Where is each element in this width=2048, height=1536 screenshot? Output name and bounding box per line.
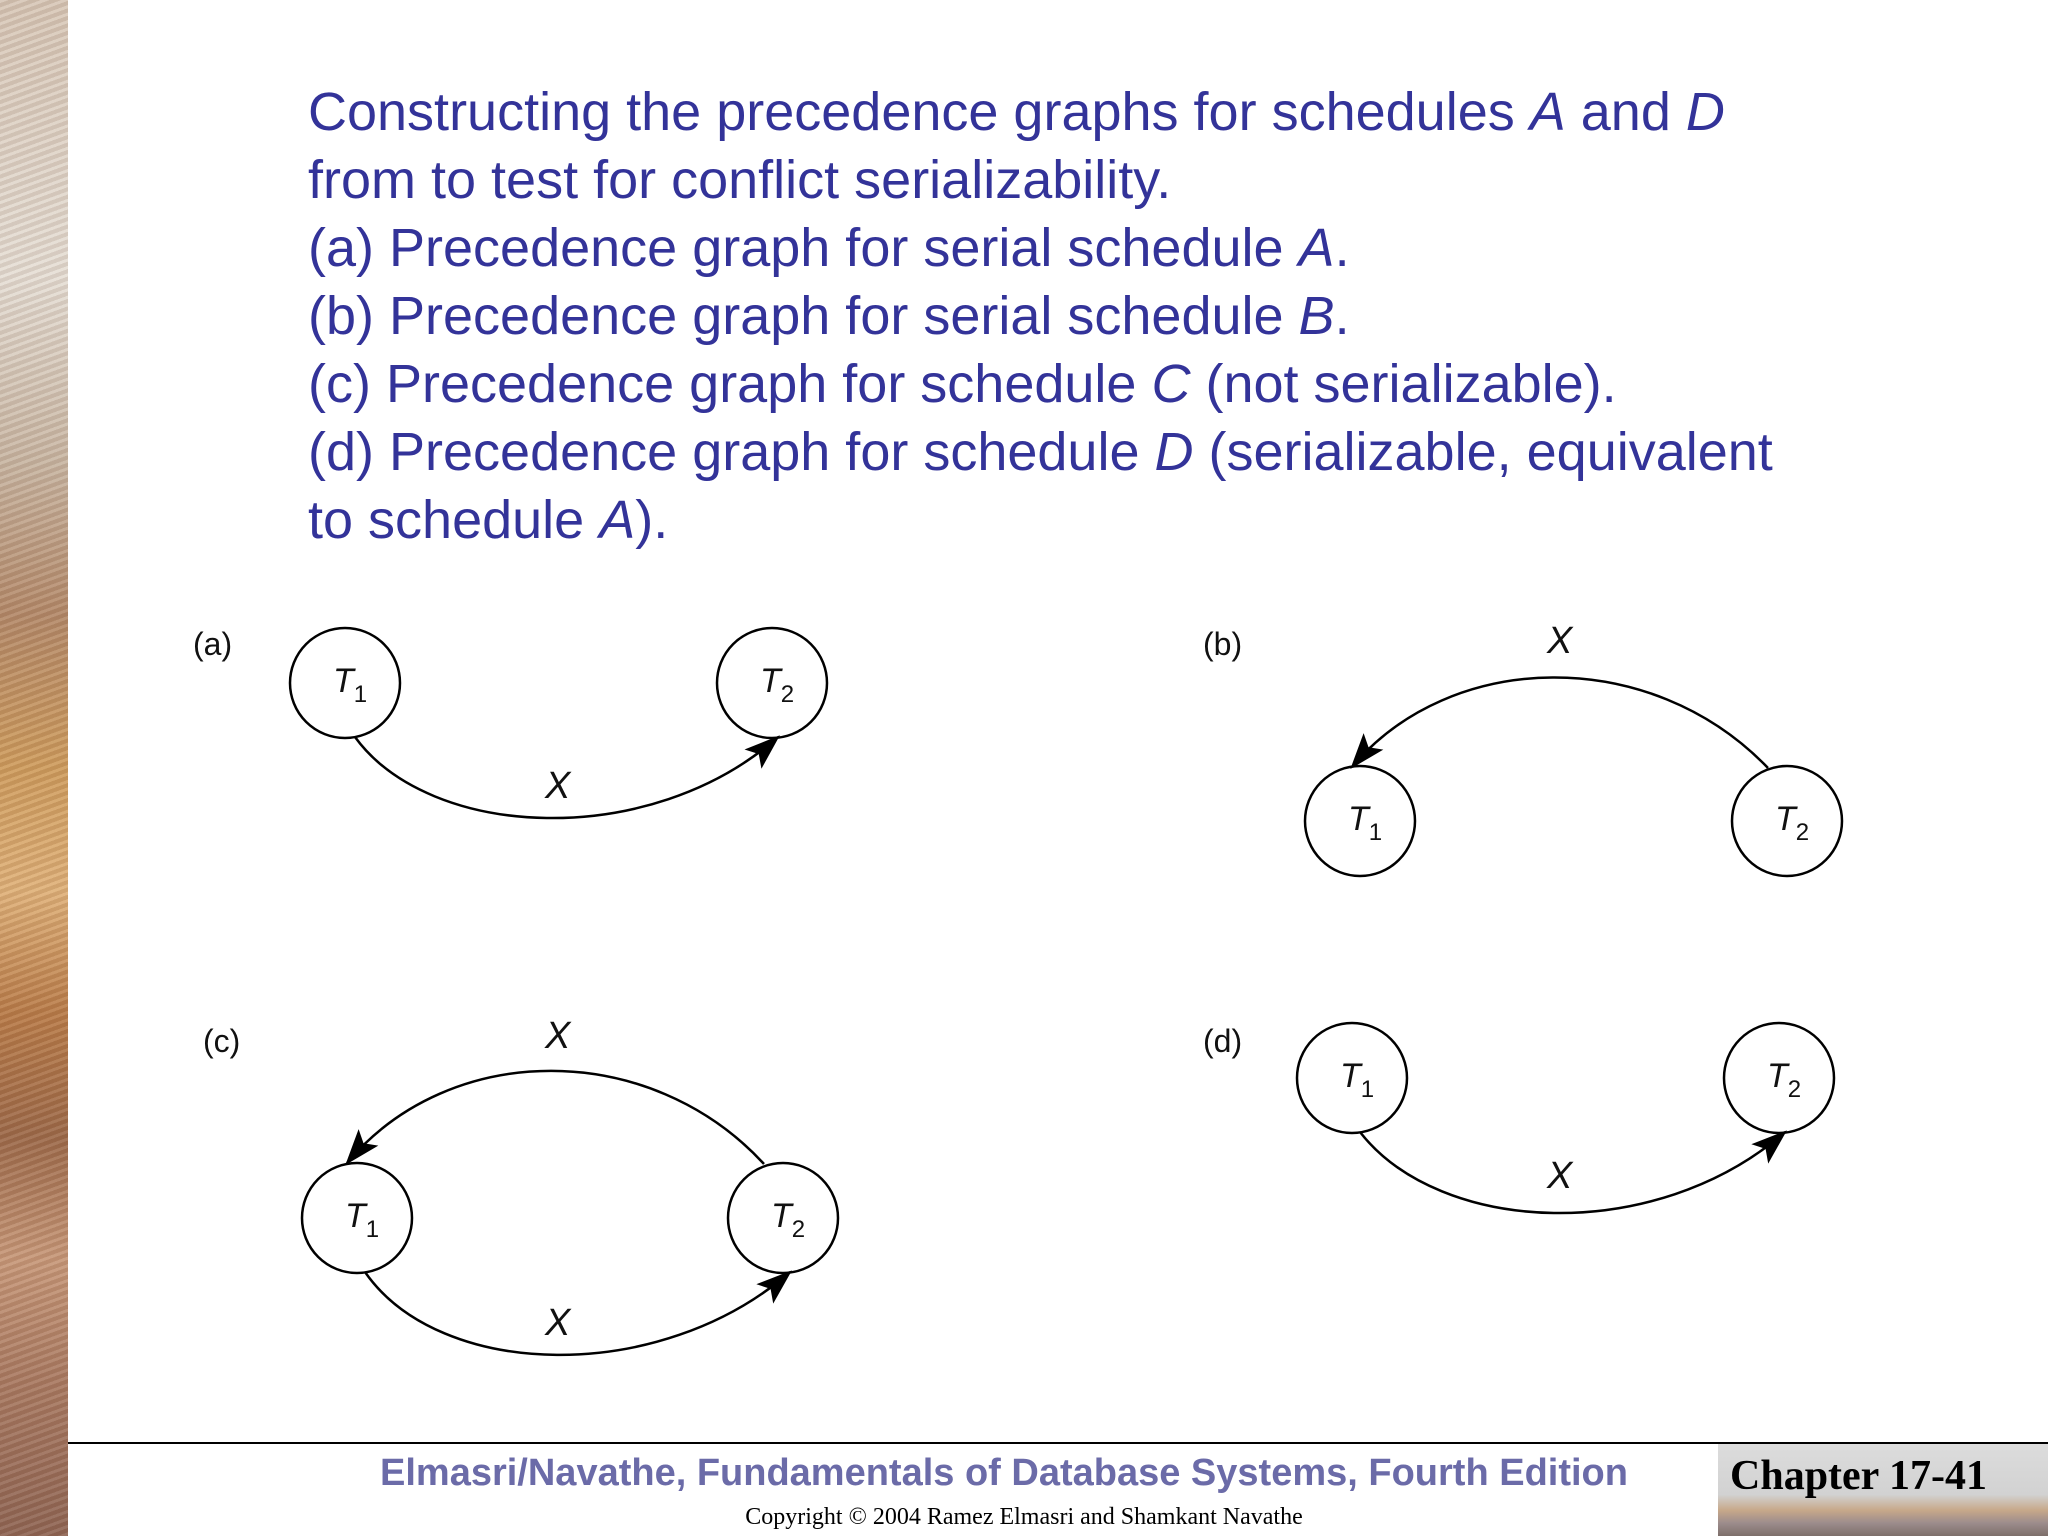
caption-line-1: Constructing the precedence graphs for schedules A and D bbox=[308, 82, 1725, 142]
graph-b-edge-t2-to-t1 bbox=[1352, 677, 1768, 768]
caption-line-5: (c) Precedence graph for schedule C (not serializable). bbox=[308, 354, 1617, 414]
graph-d bbox=[1203, 1023, 1834, 1213]
graph-d-node-t2-label: $T_2$ bbox=[1767, 1057, 1802, 1103]
graph-a bbox=[193, 626, 827, 818]
graph-a-node-t2-label: $T_2$ bbox=[760, 662, 795, 708]
graph-b-edge-label: X bbox=[1547, 620, 1573, 662]
graph-b-label: (b) bbox=[1203, 626, 1243, 662]
caption-line-6: (d) Precedence graph for schedule D (serializable, equivalent bbox=[308, 422, 1773, 482]
graph-b-node-t1-label: $T_1$ bbox=[1348, 800, 1383, 846]
caption-line-2: from to test for conflict serializability. bbox=[308, 150, 1172, 210]
graph-c-label: (c) bbox=[203, 1023, 241, 1059]
footer-book-title: Elmasri/Navathe, Fundamentals of Database Systems, Fourth Edition bbox=[380, 1452, 1628, 1494]
graph-a-edge-label: X bbox=[545, 765, 571, 807]
graph-b-node-t2-label: $T_2$ bbox=[1775, 800, 1810, 846]
graph-a-node-t1-label: $T_1$ bbox=[333, 662, 368, 708]
graph-c-edge-t1-to-t2 bbox=[365, 1272, 790, 1355]
graph-c-node-t2-label: $T_2$ bbox=[771, 1197, 806, 1243]
graph-c-node-t1-label: $T_1$ bbox=[345, 1197, 380, 1243]
graph-c-edge-top-label: X bbox=[545, 1015, 571, 1057]
caption-line-7: to schedule A). bbox=[308, 490, 669, 550]
graph-d-label: (d) bbox=[1203, 1023, 1243, 1059]
graph-d-node-t1-label: $T_1$ bbox=[1340, 1057, 1375, 1103]
graph-a-label: (a) bbox=[193, 626, 233, 662]
graph-d-edge-label: X bbox=[1547, 1155, 1573, 1197]
copyright-notice: Copyright © 2004 Ramez Elmasri and Shamkant Navathe bbox=[745, 1504, 1303, 1530]
caption-line-4: (b) Precedence graph for serial schedule B. bbox=[308, 286, 1350, 346]
caption-line-3: (a) Precedence graph for serial schedule A. bbox=[308, 218, 1350, 278]
graph-c-edge-bottom-label: X bbox=[545, 1302, 571, 1344]
graph-d-edge-t1-to-t2 bbox=[1360, 1132, 1785, 1213]
graph-c bbox=[203, 1015, 838, 1355]
graph-b bbox=[1203, 620, 1842, 876]
graph-c-edge-t2-to-t1 bbox=[347, 1071, 764, 1164]
chapter-label: Chapter 17-41 bbox=[1730, 1453, 1988, 1499]
